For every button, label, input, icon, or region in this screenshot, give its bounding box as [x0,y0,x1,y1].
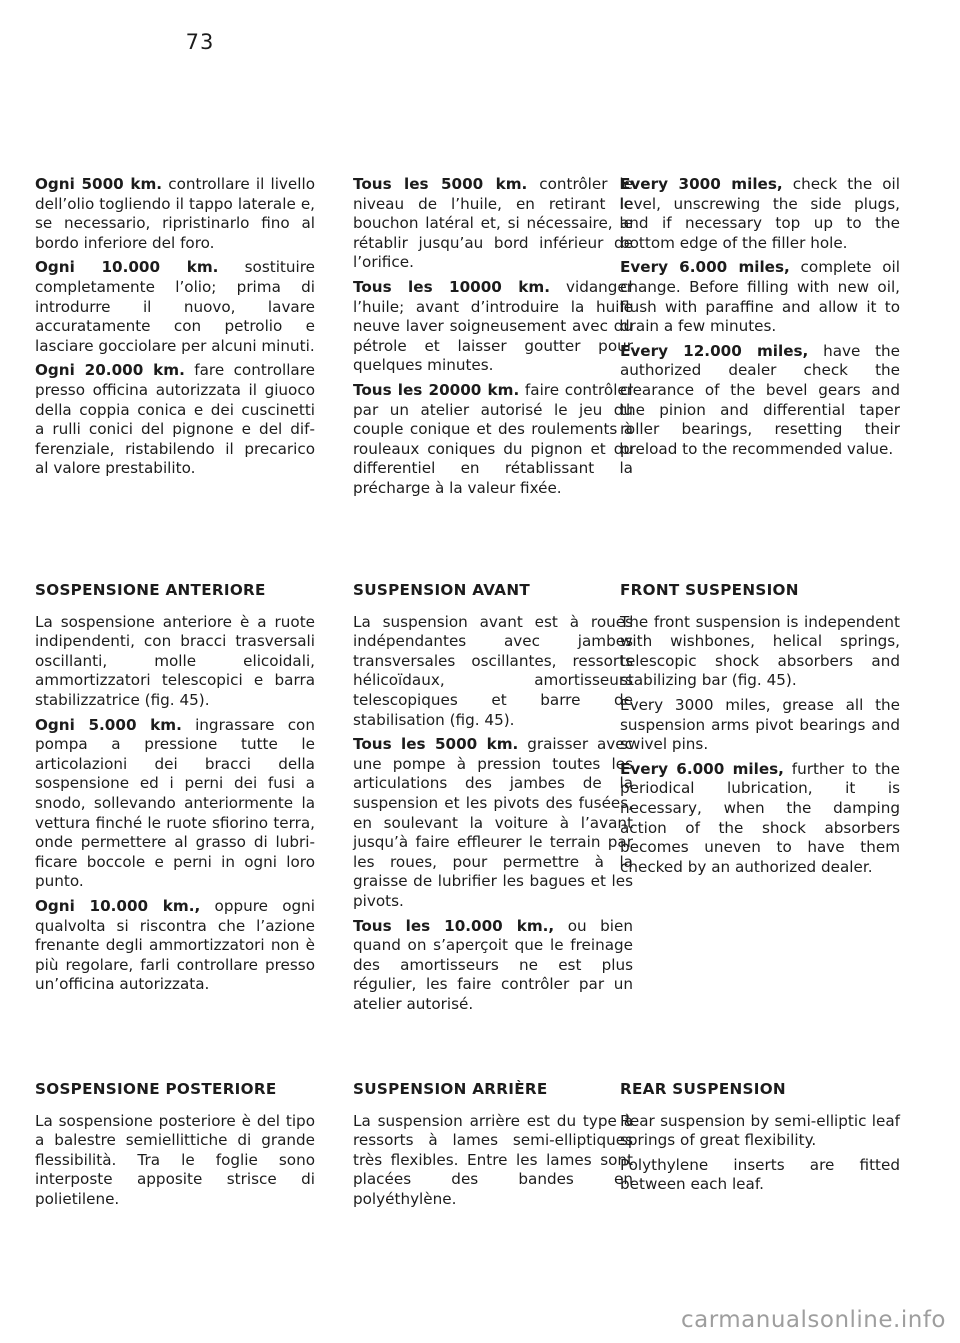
paragraph-text: sostituire completamente l’olio; prima di introdurre il nuovo, lavare accuratamente con petrolio e lasciare gocciolare per alcuni minuti. [35,258,315,355]
paragraph-text: faire contrôler par un atelier autorisé le jeu du couple conique et des roulements à rouleaux coniques du pignon et du differentiel en rétablissant la précharge à la valeur fixée. [353,380,633,497]
paragraph [35,361,315,479]
section-body [620,1112,900,1195]
paragraph-lead: Every 6.000 miles, [620,759,784,778]
paragraph-lead: Ogni 10.000 km. [35,258,219,277]
section-body [35,613,315,995]
paragraph [35,897,315,995]
paragraph [353,917,633,1015]
section-heading: SUSPENSION ARRIÈRE [353,1080,548,1098]
paragraph [620,342,900,460]
paragraph-lead: Tous les 10.000 km., [353,916,555,935]
section-heading: REAR SUSPENSION [620,1080,786,1098]
paragraph-lead: Ogni 5.000 km. [35,715,182,734]
paragraph [620,175,900,253]
paragraph [35,1112,315,1210]
paragraph-text: vidanger l’huile; avant d’introduire la huile neuve laver soigneusement avec du pétrole et laisser goutter pour quelques minutes. [353,277,633,375]
italian-front-suspension [35,581,315,1000]
paragraph-lead: Every 12.000 miles, [620,341,809,360]
paragraph [620,760,900,878]
paragraph [353,381,633,499]
italian-rear-suspension [35,1080,315,1215]
paragraph-lead: Tous les 20000 km. [353,380,520,399]
section-body [35,1112,315,1210]
paragraph [620,613,900,691]
footer-watermark: carmanualsonline.info [680,1307,946,1333]
paragraph-text: have the authorized dealer check the clearance of the bevel gears and the pinion and differential taper roller bearings, resetting their preload to the recommended value. [620,341,900,458]
paragraph-lead: Ogni 20.000 km. [35,361,185,380]
section-heading: SUSPENSION AVANT [353,581,530,599]
paragraph-text: fare controllare presso officina autorizzata il giuoco della coppia conica e dei cuscinetti a rulli conici del pignone e del differenziale, ristabilendo il precarico al valore prestabilito. [35,361,315,478]
section-body [353,1112,633,1210]
english-maintenance [620,175,900,464]
paragraph-text: ou bien quand on s’aperçoit que le freinage des amortisseurs ne est plus régulier, les faire contrôler par un atelier autorisé. [353,916,633,1013]
paragraph-text: La sospensione posteriore è del tipo a balestre semiellittiche di grande flessibilità. Tra le foglie sono interposte apposite strisce di polietilene. [35,1111,315,1208]
paragraph-text: ingrassare con pompa a pressione tutte le articolazioni dei bracci della sospensione ed i perni dei fusi a snodo, sollevando anteriormente la vettura finché le ruote sfiorino terra, onde permettere al grasso di lubrificare boccole e perni in ogni loro punto. [35,715,315,891]
paragraph [353,735,633,911]
paragraph-text: contrôler le niveau de l’huile, en retirant le bouchon latéral et, si nécessaire, le rétablir jusqu’au bord inférieur de l’orifice. [353,175,633,272]
english-rear-suspension [620,1080,900,1200]
paragraph-text: La suspension arrière est du type à ressorts à lames semi-elliptiques très flexibles. Entre les lames sont placées des bandes en polyéthylène. [353,1111,633,1208]
section-body [353,613,633,1015]
paragraph-lead: Every 6.000 miles, [620,258,790,277]
paragraph-lead: Tous les 5000 km. [353,175,528,193]
paragraph-text: oppure ogni qualvolta si riscontra che l’azione frenante degli ammortizzatori non è più regolare, farli controllare presso un’officina autorizzata. [35,896,315,994]
paragraph-text: Rear suspension by semi-elliptic leaf springs of great flexibility. [620,1111,900,1150]
paragraph [35,613,315,711]
paragraph [620,696,900,755]
french-rear-suspension [353,1080,633,1215]
section-heading: SOSPENSIONE ANTERIORE [35,581,266,599]
paragraph-text: complete oil change. Before filling with new oil, flush with paraffine and allow it to drain a few minutes. [620,258,900,336]
english-front-suspension [620,581,900,882]
paragraph-text: Every 3000 miles, grease all the suspension arms pivot bearings and swivel pins. [620,695,900,754]
paragraph-text: further to the periodical lubrication, it is necessary, when the damping action of the shock absorbers becomes uneven to have them checked by an authorized dealer. [620,759,900,876]
paragraph-lead: Tous les 5000 km. [353,735,519,754]
french-maintenance [353,175,633,504]
paragraph [620,258,900,336]
paragraph [35,175,315,253]
paragraph [353,613,633,731]
paragraph-text: controllare il livello dell’olio togliendo il tappo laterale e, se necessario, ripristinarlo fino al bordo inferiore del foro. [35,175,315,252]
paragraph-text: check the oil level, unscrewing the side plugs, and if necessary top up to the bottom edge of the filler hole. [620,175,900,252]
paragraph-lead: Ogni 5000 km. [35,175,163,193]
paragraph [353,175,633,273]
paragraph-lead: Every 3000 miles, [620,175,783,193]
paragraph-text: graisser avec une pompe à pression toutes les articulations des jambes de la suspension et les pivots des fusées, en soulevant la voiture à l’avant jusqu’à faire effleurer le terrain par les roues, pour permettre à la graisse de lubrifier les bagues et les pivots. [353,735,633,910]
french-front-suspension [353,581,633,1019]
paragraph [353,278,633,376]
paragraph-text: The front suspension is independent with wishbones, helical springs, telescopic shock absorbers and stabilizing bar (fig. 45). [620,612,900,690]
section-heading: SOSPENSIONE POSTERIORE [35,1080,277,1098]
paragraph-lead: Tous les 10000 km. [353,277,551,296]
paragraph [35,258,315,356]
paragraph [620,1156,900,1195]
paragraph-text: La suspension avant est à roues indépendantes avec jambes transversales oscillantes, ressorts hélicoïdaux, amortisseurs telescopiques et barre de stabilisation (fig. 45). [353,612,633,729]
italian-maintenance [35,175,315,484]
paragraph-text: Polythylene inserts are fitted between each leaf. [620,1155,900,1194]
paragraph [353,1112,633,1210]
paragraph [620,1112,900,1151]
paragraph-lead: Ogni 10.000 km., [35,896,201,915]
page-number: 73 [185,30,215,54]
section-body [620,613,900,878]
paragraph [35,716,315,892]
section-heading: FRONT SUSPENSION [620,581,799,599]
paragraph-text: La sospensione anteriore è a ruote indipendenti, con bracci trasversali oscillanti, molle elicoidali, ammortizzatori telescopici e barra stabilizzatrice (fig. 45). [35,612,315,709]
